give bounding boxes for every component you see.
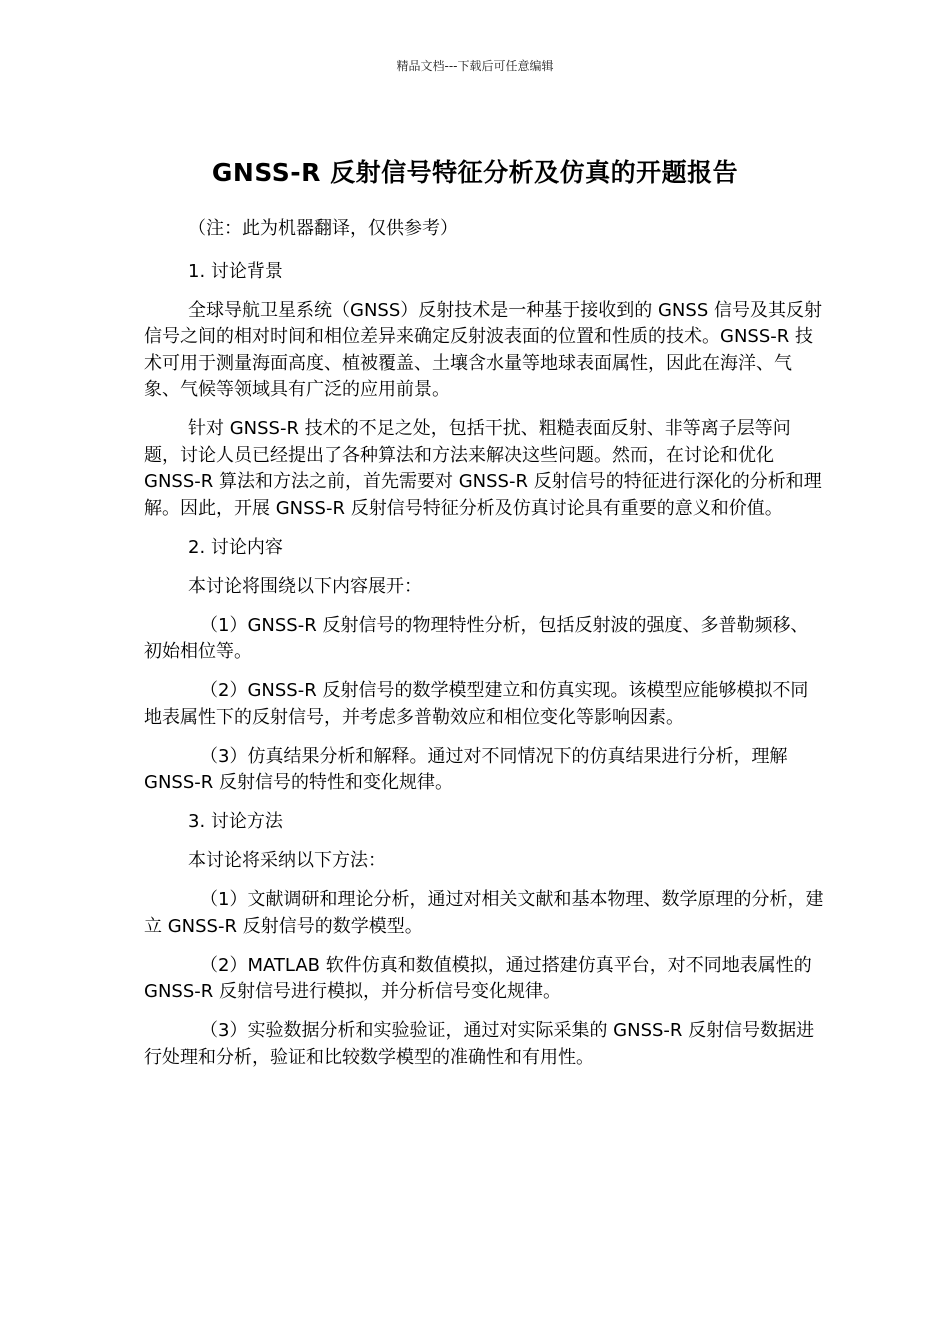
section-heading-method: 3. 讨论方法 — [188, 811, 283, 832]
content-intro: 本讨论将围绕以下内容展开： — [188, 575, 422, 597]
page-header-note: 精品文档---下载后可任意编辑 — [396, 59, 554, 73]
background-paragraph-2: 针对 GNSS-R 技术的不足之处，包括干扰、粗糙表面反射、非等离子层等问题，讨论人员已经提出了各种算法和方法来解决这些问题。然而，在讨论和优化 GNSS-R 算法和方法之前，首先需要对 GNSS-R 反射信号的特征进行深化的分析和理解。因此，开展 GNSS-R 反射信号特征分析及仿真讨论具有重要的意义和价值。 — [144, 418, 822, 519]
section-heading-background: 1. 讨论背景 — [188, 260, 283, 282]
document-title: GNSS-R 反射信号特征分析及仿真的开题报告 — [211, 157, 739, 187]
content-item-2: （2）GNSS-R 反射信号的数学模型建立和仿真实现。该模型应能够模拟不同地表属性下的反射信号，并考虑多普勒效应和相位变化等影响因素。 — [144, 680, 809, 728]
content-item-1: （1）GNSS-R 反射信号的物理特性分析，包括反射波的强度、多普勒频移、初始相位等。 — [144, 614, 809, 662]
translation-note: （注：此为机器翻译，仅供参考） — [188, 218, 458, 239]
method-item-1: （1）文献调研和理论分析，通过对相关文献和基本物理、数学原理的分析，建立 GNSS-R 反射信号的数学模型。 — [144, 889, 824, 937]
content-item-3: （3）仿真结果分析和解释。通过对不同情况下的仿真结果进行分析，理解 GNSS-R 反射信号的特性和变化规律。 — [144, 745, 788, 793]
document-body — [144, 216, 824, 1084]
method-item-2: （2）MATLAB 软件仿真和数值模拟，通过搭建仿真平台，对不同地表属性的 GNSS-R 反射信号进行模拟，并分析信号变化规律。 — [144, 954, 812, 1002]
method-item-3: （3）实验数据分析和实验验证，通过对实际采集的 GNSS-R 反射信号数据进行处理和分析，验证和比较数学模型的准确性和有用性。 — [144, 1020, 815, 1068]
method-intro: 本讨论将采纳以下方法： — [188, 850, 386, 871]
section-heading-content: 2. 讨论内容 — [188, 536, 283, 558]
background-paragraph-1: 全球导航卫星系统（GNSS）反射技术是一种基于接收到的 GNSS 信号及其反射信号之间的相对时间和相位差异来确定反射波表面的位置和性质的技术。GNSS-R 技术可用于测量海面高度、植被覆盖、土壤含水量等地球表面属性，因此在海洋、气象、气候等领域具有广泛的应用前景。 — [144, 299, 822, 400]
